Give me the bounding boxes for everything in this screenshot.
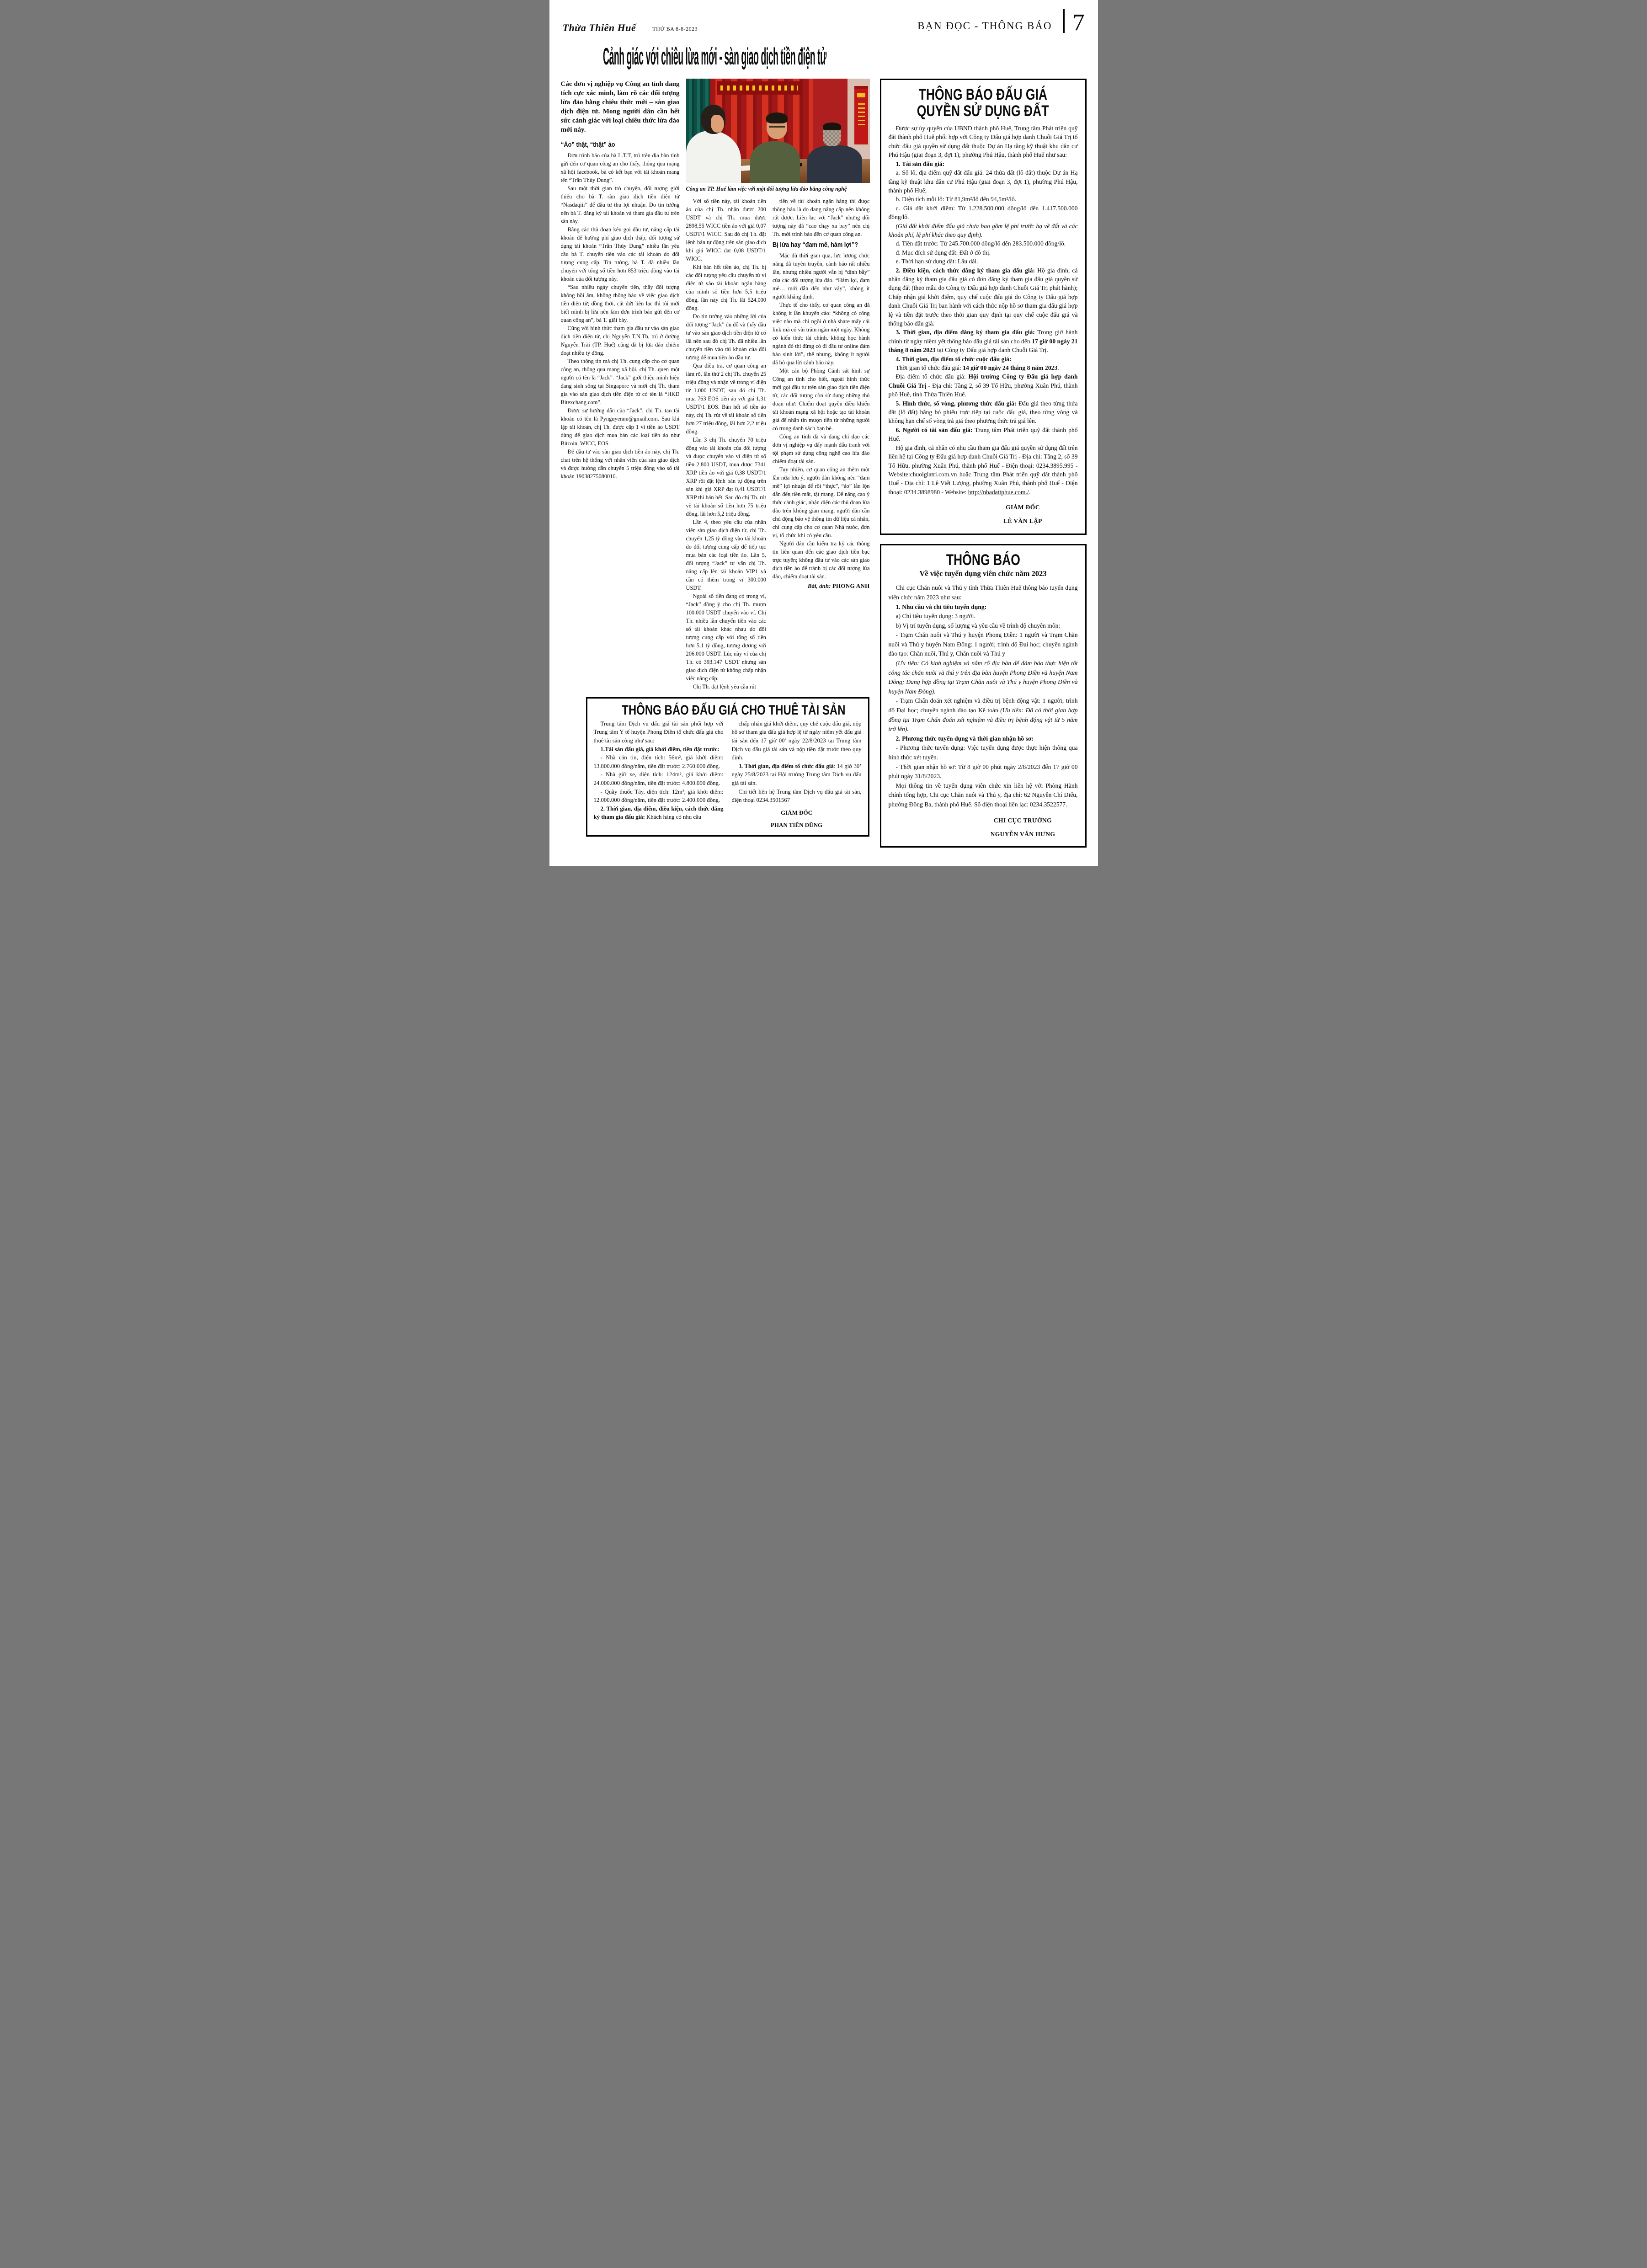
notice-note: (Ưu tiên: Có kinh nghiệm và nắm rõ địa bàn để đảm bảo thực hiện tốt công tác chăn nuôi và thú y trên địa bàn huyện Phong Điền và huyện Nam Đông; Đang hợp đồng tại Trạm Chăn nuôi và Thú y huyện Phong Điền và huyện Nam Đông). <box>888 660 1078 695</box>
article-column-3 <box>773 197 870 691</box>
notice-paragraph: - Thời gian nhận hồ sơ: Từ 8 giờ 00 phút ngày 2/8/2023 đến 17 giờ 00 phút ngày 31/8/2023. <box>888 763 1078 780</box>
notice-heading: 2. Thời gian, địa điểm, điều kiện, cách thức đăng ký tham gia đấu giá: <box>593 805 724 821</box>
notice-paragraph: e. Thời hạn sử dụng đất: Lâu dài. <box>895 258 978 265</box>
police-officer-head <box>767 115 787 139</box>
notice-heading: 1.Tài sản đấu giá, giá khởi điểm, tiền đặt trước: <box>600 746 720 752</box>
article-paragraph: Bằng các thủ đoạn kêu gọi đầu tư, nâng cấp tài khoản để hưởng phí giao dịch thấp, đối tượng sử dụng tài khoản “Trần Thùy Dung” nhiều lần yêu cầu bà T. chuyển tiền vào các tài khoản do đối tượng cung cấp. Tin tưởng, bà T. đã nhiều lần chuyển với tổng số tiền hơn 853 triệu đồng vào tài khoản của đối tượng này. <box>560 226 680 283</box>
article-column-2 <box>686 197 766 691</box>
auction-item: - Quầy thuốc Tây, diện tích: 12m², giá khởi điểm: 12.000.000 đồng/năm, tiền đặt trước: 2.400.000 đồng. <box>593 788 724 804</box>
tet-poster <box>854 86 868 144</box>
article-intro: Các đơn vị nghiệp vụ Công an tỉnh đang tích cực xác minh, làm rõ các đối tượng lừa đảo bằng chiêu thức mới – sàn giao dịch điện tử. Mong người dân cần hết sức cảnh giác với loại chiêu thức lừa đảo mới này. <box>560 80 680 133</box>
website-link: http://nhadattphue.com./ <box>968 488 1029 496</box>
notice-heading: 4. Thời gian, địa điểm tổ chức cuộc đấu giá: <box>895 355 1012 363</box>
signature-block <box>968 504 1077 525</box>
notice-paragraph: c. Giá đất khởi điểm: Từ 1.228.500.000 đồng/lô đến 1.417.500.000 đồng/lô. <box>888 204 1078 221</box>
article-paragraph: Người dân cần kiểm tra kỹ các thông tin liên quan đến các giao dịch tiền bạc trực tuyến; không đầu tư vào các sàn giao dịch tiền ảo để tránh bị các đối tượng lừa đảo, chiếm đoạt tài sản. <box>772 540 870 580</box>
article-paragraph: Lần 4, theo yêu cầu của nhân viên sàn giao dịch điện tử, chị Th. chuyển 1,25 tỷ đồng vào tài khoản do đối tượng cung cấp để tiếp tục mua bán các loại tiền ảo. Lần 5, đối tượng “Jack” tư vấn chị Th. nâng cấp lên tài khoản VIP1 và cần có thêm trong ví 300.000 USDT. <box>686 519 766 591</box>
newspaper-page <box>549 0 1098 866</box>
article-paragraph: Mặc dù thời gian qua, lực lượng chức năng đã tuyên truyền, cảnh báo rất nhiều lần, nhưng nhiều người vẫn bị “dính bẫy” của các đối tượng lừa đảo. “Hám lợi, đam mê… mới dẫn đến như vậy”, không ít người khẳng định. <box>772 252 870 300</box>
article-paragraph: Lần 3 chị Th. chuyển 70 triệu đồng vào tài khoản của đối tượng và được chuyển vào ví điện tử số tiền 2.800 USDT, mua được 7341 XRP tiền ảo với giá 0,38 USDT/1 XRP rồi đặt lệnh bán tự động trên sàn khi giá XRP đạt 0,41 USDT/1 XRP thì bán hết. Sau đó chị Th. rút về tài khoản số tiền hơn 75 triệu đồng, lãi hơn 5,2 triệu đồng. <box>686 437 766 517</box>
signature-role: GIÁM ĐỐC <box>1006 504 1040 511</box>
notice-paragraph: Thời gian tổ chức đấu giá: 14 giờ 00 ngày 24 tháng 8 năm 2023. <box>895 364 1059 372</box>
notice-paragraph: - Trạm Chăn nuôi và Thú y huyện Phong Điền: 1 người và Trạm Chăn nuôi và Thú y huyện Nam Đông: 1 người; trình độ Đại học; chuyên ngành đào tạo: Chăn nuôi, Thú y, Chăn nuôi và Thú y <box>888 631 1078 657</box>
article-paragraph: Cũng với hình thức tham gia đầu tư vào sàn giao dịch tiền điện tử, chị Nguyễn T.N.Th, trú ở đường Nguyễn Trãi (TP. Huế) cũng đã bị lừa đảo chiếm đoạt nhiều tỷ đồng. <box>560 325 680 357</box>
article-paragraph: Thực tế cho thấy, cơ quan công an đã không ít lần khuyến cáo: “không có công việc nào mà chỉ ngồi ở nhà share mấy cái link mà có vài trăm ngàn một ngày. Không có kiến thức tài chính, không học hành ngành đó thì đừng có đi đầu tư online đảm bảo sinh lời”, thế nhưng, không ít người đã bỏ qua lời cảnh báo này. <box>772 302 870 366</box>
article-paragraph: Do tin tưởng vào những lời của đối tượng “Jack” dụ dỗ và thấy đầu tư vào sàn giao dịch tiền điện tử có lãi nên sau đó chị Th. đã nhiều lần chuyển tiền vào tài khoản của đối tượng để mua tiền ảo đầu tư. <box>686 313 766 361</box>
photo-caption: Công an TP. Huế làm việc với một đối tượng lừa đảo bằng công nghệ <box>686 186 847 192</box>
header-divider <box>1063 9 1065 33</box>
recruitment-subtitle: Về việc tuyển dụng viên chức năm 2023 <box>919 569 1047 578</box>
article-paragraph: Ngoài số tiền đang có trong ví, “Jack” đồng ý cho chị Th. mượn 100.000 USDT chuyển vào ví. Chị Th. nhiều lần chuyển tiền vào các số tài khoản khác nhau do đối tượng cung cấp với tổng số tiền hơn 5,1 tỷ đồng, tương đương với 206.000 USDT. Lúc này ví của chị Th. có 393.147 USDT nhưng sàn giao dịch điện tử không chấp nhận việc nâng cấp. <box>686 593 766 682</box>
notice-heading: 2. Phương thức tuyển dụng và thời gian nhận hồ sơ: <box>895 735 1034 742</box>
article-paragraph: Khi bán hết tiền ảo, chị Th. bị các đối tượng yêu cầu chuyển từ ví điện tử vào tài khoản ngân hàng của mình số tiền hơn 5,5 triệu đồng, lần này chị Th. lãi 524.000 đồng. <box>686 264 766 311</box>
byline-label: Bài, ảnh: <box>807 582 831 590</box>
article-headline-wrap <box>603 44 1087 73</box>
byline-name: PHONG ANH <box>832 582 870 590</box>
rent-auction-title: THÔNG BÁO ĐẤU GIÁ CHO THUÊ TÀI SẢN <box>621 703 846 718</box>
notice-heading: 3. Thời gian, địa điểm đăng ký tham gia đấu giá: <box>895 329 1035 336</box>
article-paragraph: Công an tỉnh đã và đang chỉ đạo các đơn vị nghiệp vụ đẩy mạnh đấu tranh với tội phạm sử dụng công nghệ cao lừa đảo chiếm đoạt tài sản. <box>772 433 870 465</box>
notice-paragraph: a. Số lô, địa điểm quỹ đất đấu giá: 24 thửa đất (lô đất) thuộc Dự án Hạ tầng kỹ thuật khu dân cư Phú Hậu (giai đoạn 3, đợt 1), phường Phú Hậu, thành phố Huế; <box>888 169 1078 194</box>
notice-paragraph: Hộ gia đình, cá nhân có nhu cầu tham gia đấu giá quyền sử dụng đất trên liên hệ tại Công ty Đấu giá hợp danh Chuỗi Giá Trị - Địa chỉ: Tầng 2, số 39 Tố Hữu, phường Xuân Phú, thành phố Huế - Điện thoại: 0234.3895.995 - Website:chuoigiatri.com.vn hoặc Trung tâm Phát triển quỹ đất thành phố Huế - Địa chỉ: 1 Lê Viết Lượng, phường Xuân Phú, thành phố Huế - Điện thoại: 0234.3898980 - Website: http://nhadattphue.com./. <box>888 444 1078 496</box>
signature-role: CHI CỤC TRƯỞNG <box>993 816 1052 824</box>
land-auction-box <box>880 79 1087 535</box>
signature-name: NGUYỄN VĂN HƯNG <box>990 830 1055 838</box>
notice-paragraph: - Trạm Chẩn đoán xét nghiệm và điều trị bệnh động vật: 1 người; trình độ Đại học; chuyên ngành đào tạo Kế toán (Ưu tiên: Đã có thời gian hợp đồng tại Trạm Chẩn đoán xét nghiệm và điều trị bệnh động vật từ 5 năm trở lên). <box>888 697 1078 733</box>
suspect-blurred-face <box>823 124 841 146</box>
article-paragraph: Được sự hướng dẫn của “Jack”, chị Th. tạo tài khoản có tên là Pynguyennn@gmail.com. Sau khi lập tài khoản, chị Th. được cấp 1 ví tiền ảo USDT dùng để giao dịch mua bán các loại tiền ảo như Bitcoin, WICC, EOS. <box>560 407 680 447</box>
byline <box>773 582 870 590</box>
signature-block <box>732 809 862 829</box>
article-column-1 <box>561 79 680 691</box>
notice-strong: Hội trường Công ty Đấu giá hợp danh Chuỗi Giá Trị <box>888 373 1078 389</box>
notice-heading: 6. Người có tài sản đấu giá: <box>895 426 973 433</box>
notice-paragraph: d. Tiền đặt trước: Từ 245.700.000 đồng/lô đến 283.500.000 đồng/lô. <box>895 240 1066 247</box>
notice-paragraph: 6. Người có tài sản đấu giá: Trung tâm Phát triển quỹ đất thành phố Huế. <box>888 426 1078 443</box>
signature-name: LÊ VĂN LẬP <box>1003 518 1042 525</box>
notice-paragraph: đ. Mục đích sử dụng đất: Đất ở đô thị. <box>895 249 991 256</box>
notice-strong: 17 giờ 00 ngày 21 tháng 8 năm 2023 <box>888 337 1078 354</box>
article-paragraph: “Sau nhiều ngày chuyển tiền, thấy đối tượng không hồi âm, không thông báo về việc giao dịch tiền điện tử; đồng thời, cắt đứt liên lạc thì tôi mới biết mình bị lừa nên làm đơn trình báo gửi đến cơ quan công an”, bà T. giãi bày. <box>560 284 680 324</box>
article-zone <box>561 79 870 848</box>
section-title: BẠN ĐỌC - THÔNG BÁO <box>917 20 1052 32</box>
notice-paragraph: 2. Thời gian, địa điểm, điều kiện, cách thức đăng ký tham gia đấu giá: Khách hàng có nhu cầu <box>593 805 724 821</box>
notice-paragraph: 3. Thời gian, địa điểm tổ chức đấu giá: 14 giờ 30’ ngày 25/8/2023 tại Hội trường Trung tâm Dịch vụ đấu giá tài sản. <box>731 763 862 786</box>
signature-name: PHAN TIẾN DŨNG <box>770 822 823 829</box>
notice-paragraph: 2. Điều kiện, cách thức đăng ký tham gia đấu giá: Hộ gia đình, cá nhân đăng ký tham gia đấu giá có đơn đăng ký tham gia đấu giá quyền sử dụng đất (theo mẫu do Công ty Đấu giá hợp danh Chuỗi Giá Trị phát hành); Chấp nhận giá khởi điểm, quy chế cuộc đấu giá do Công ty Đấu giá hợp danh Chuỗi Giá Trị ban hành với cách thức nộp hồ sơ tham gia đấu giá hợp lệ và tiền đặt trước theo thời gian quy định tại quy chế cuộc đấu giá và thông báo đấu giá. <box>888 267 1078 327</box>
notice-paragraph: chấp nhận giá khởi điểm, quy chế cuộc đấu giá, nộp hồ sơ tham gia đấu giá hợp lệ từ ngày niêm yết đấu giá tài sản đến 17 giờ 00’ ngày 22/8/2023 tại Trung tâm Dịch vụ đấu giá tài sản và nộp tiền đặt trước theo quy định. <box>731 720 862 761</box>
newspaper-brand: Thừa Thiên Huế <box>562 22 636 33</box>
notice-paragraph: 3. Thời gian, địa điểm đăng ký tham gia đấu giá: Trong giờ hành chính từ ngày niêm yết thông báo đấu giá tài sản cho đến 17 giờ 00 ngày 21 tháng 8 năm 2023 tại Công ty Đấu giá hợp danh Chuỗi Giá Trị. <box>888 329 1078 354</box>
man-white-shirt-head <box>701 105 725 134</box>
police-officer <box>750 141 800 183</box>
auction-item: - Nhà giữ xe, diện tích: 124m², giá khởi điểm: 24.000.000 đồng/năm, tiền đặt trước: 4.800.000 đồng. <box>593 771 724 786</box>
land-auction-title-line2: QUYỀN SỬ DỤNG ĐẤT <box>917 102 1049 120</box>
article-paragraph: Theo thông tin mà chị Th. cung cấp cho cơ quan công an, thông qua mạng xã hội, chị Th. quen một người có tên là “Jack”. “Jack” giới thiệu mình hiện đang sinh sống tại Singapore và mời chị Th. tham gia vào sàn giao dịch tiền điện tử có tên là “HKD Bitexchang.com”. <box>560 358 680 406</box>
article-subhead-2: Bị lừa hay “đam mê, hám lợi”? <box>772 241 858 249</box>
suspect <box>807 145 863 183</box>
land-auction-title-line1: THÔNG BÁO ĐẤU GIÁ <box>918 86 1048 103</box>
signature-role: GIÁM ĐỐC <box>781 809 812 816</box>
notice-paragraph: a) Chỉ tiêu tuyển dụng: 3 người. <box>895 613 975 620</box>
rent-auction-col-1 <box>594 720 724 829</box>
article-paragraph: tiền về tài khoản ngân hàng thì được thông báo là do đang nâng cấp nên không rút được. Liên lạc với “Jack” nhưng đối tượng này đã “cao chạy xa bay” nên chị Th. mới trình báo đến cơ quan công an. <box>772 198 870 237</box>
notice-strong: 14 giờ 00 ngày 24 tháng 8 năm 2023 <box>963 364 1058 372</box>
notice-paragraph: Được sự ủy quyền của UBND thành phố Huế, Trung tâm Phát triển quỹ đất thành phố Huế phối hợp với Công ty Đấu giá hợp danh Chuỗi Giá Trị tổ chức đấu giá quyền sử dụng đất thuộc Dự án Hạ tầng kỹ thuật khu dân cư Phú Hậu (giai đoạn 3, đợt 1), phường Phú Hậu, thành phố Huế như sau: <box>888 125 1078 159</box>
notice-paragraph: b) Vị trí tuyển dụng, số lượng và yêu cầu về trình độ chuyên môn: <box>895 622 1061 629</box>
notice-paragraph: 5. Hình thức, số vòng, phương thức đấu giá: Đấu giá theo từng thửa đất (lô đất) bằng bỏ phiếu trực tiếp tại cuộc đấu giá, theo từng vòng và không hạn chế số vòng trả giá theo phương thức trả giá lên. <box>888 400 1078 425</box>
rent-auction-col-2 <box>732 720 862 829</box>
signature-block <box>968 817 1077 838</box>
notice-paragraph: Chi tiết liên hệ Trung tâm Dịch vụ đấu giá tài sản, điện thoại 0234.3501567 <box>731 788 862 804</box>
issue-date: THỨ BA 8-8-2023 <box>652 26 698 32</box>
notice-heading: 2. Điều kiện, cách thức đăng ký tham gia đấu giá: <box>895 267 1035 274</box>
article-paragraph: Đơn trình báo của bà L.T.T, trú trên địa bàn tỉnh gửi đến cơ quan công an cho thấy, thông qua mạng xã hội facebook, bà có kết bạn với tài khoản mang tên “Trần Thùy Dung”. <box>560 152 680 184</box>
notice-paragraph: b. Diện tích mỗi lô: Từ 81,9m²/lô đến 94,5m²/lô. <box>895 196 1017 203</box>
red-banner <box>717 81 802 95</box>
notice-paragraph: - Phương thức tuyển dụng: Việc tuyển dụng được thực hiện thông qua hình thức xét tuyển. <box>888 744 1078 761</box>
article-paragraph: Chị Th. đặt lệnh yêu cầu rút <box>693 683 756 690</box>
notice-heading: 1. Tài sản đấu giá: <box>895 160 945 167</box>
article-headline: Cảnh giác với chiêu lừa mới - sàn giao dịch tiền điện tử <box>602 43 826 70</box>
article-photo <box>686 79 870 183</box>
notice-paragraph: Địa điểm tổ chức đấu giá: Hội trường Công ty Đấu giá hợp danh Chuỗi Giá Trị - Địa chỉ: Tầng 2, số 39 Tố Hữu, phường Xuân Phú, thành phố Huế, tỉnh Thừa Thiên Huế. <box>888 373 1078 398</box>
notice-paragraph: Trung tâm Dịch vụ đấu giá tài sản phối hợp với Trung tâm Y tế huyện Phong Điền tổ chức đấu giá cho thuê tài sản công như sau: <box>593 720 724 744</box>
recruitment-title: THÔNG BÁO <box>946 551 1020 569</box>
article-paragraph: Sau một thời gian trò chuyện, đối tượng giới thiệu cho bà T. sàn giao dịch tiền điện tử “Nasdaqiii” để đầu tư thu lợi nhuận. Do tin tưởng nên bà T. đăng ký tài khoản và tham gia đầu tư trên sàn này. <box>560 185 680 225</box>
notice-heading: 3. Thời gian, địa điểm tổ chức đấu giá <box>738 763 834 769</box>
article-subhead-1: “Ảo” thật, “thật” ảo <box>560 141 615 149</box>
article-paragraph: Để đầu tư vào sàn giao dịch tiền ảo này, chị Th. chat trên hệ thống với nhân viên của sàn giao dịch và được hướng dẫn chuyển 5 triệu đồng vào số tài khoản 19038275080010. <box>560 448 680 480</box>
article-paragraph: Với số tiền này, tài khoản tiền ảo của chị Th. nhận được 200 USDT và chị Th. mua được 2898,55 WICC tiền ảo với giá 0,07 USDT/1 WICC. Sau đó chị Th. đặt lệnh bán tự động trên sàn giao dịch khi giá WICC đạt 0,08 USDT/1 WICC. <box>686 198 766 262</box>
rent-auction-box <box>586 697 869 837</box>
page-number: 7 <box>1072 9 1085 36</box>
page-header <box>561 6 1087 34</box>
notice-paragraph: Chi cục Chăn nuôi và Thú y tỉnh Thừa Thiên Huế thông báo tuyển dụng viên chức năm 2023 như sau: <box>888 584 1078 601</box>
notice-heading: 5. Hình thức, số vòng, phương thức đấu giá: <box>895 400 1017 407</box>
auction-item: - Nhà căn tin, diện tích: 56m², giá khởi điểm: 13.800.000 đồng/năm, tiền đặt trước: 2.760.000 đồng. <box>593 754 724 769</box>
notice-heading: 1. Nhu cầu và chỉ tiêu tuyển dụng: <box>895 603 987 610</box>
article-paragraph: Một cán bộ Phòng Cảnh sát hình sự Công an tỉnh cho biết, ngoài hình thức mời gọi đầu tư trên sàn giao dịch tiền điện tử, các đối tượng còn sử dụng những thủ đoạn như: Chiếm đoạt quyền điều khiển tài khoản mạng xã hội hoặc tạo tài khoản giả để nhắn tin mượn tiền từ những người có trong danh sách bạn bè. <box>772 368 870 432</box>
recruitment-box <box>880 544 1087 848</box>
article-paragraph: Tuy nhiên, cơ quan công an thêm một lần nữa lưu ý, người dân không nên “đam mê” lợi nhuận để rồi “thực”, “ảo” lẫn lộn dẫn đến tiền mất, tật mang. Để nâng cao ý thức cảnh giác, nhận diện các thủ đoạn lừa đảo trên không gian mạng, người dân cần chủ động bảo vệ thông tin dữ liệu cá nhân, chỉ cung cấp cho cơ quan Nhà nước, đơn vị, tổ chức khi có yêu cầu. <box>772 466 870 539</box>
notice-note: (Giá đất khởi điểm đấu giá chưa bao gồm lệ phí trước bạ về đất và các khoản phí, lệ phí khác theo quy định). <box>888 222 1078 238</box>
notice-paragraph: Mọi thông tin về tuyển dụng viên chức xin liên hệ với Phòng Hành chính tổng hợp, Chi cục Chăn nuôi và Thú y, địa chỉ: 62 Nguyễn Chí Diểu, phường Đông Ba, thành phố Huế. Số điện thoại liên lạc: 0234.3522577. <box>888 782 1078 808</box>
article-paragraph: Qua điều tra, cơ quan công an làm rõ, lần thứ 2 chị Th. chuyển 25 triệu đồng và nhận về trong ví điện tử 1.000 USDT, sau đó chị Th. mua 763 EOS tiền ảo với giá 1,31 USDT/1 EOS. Bán hết số tiền ảo này, chị Th. rút về tài khoản số tiền hơn 27 triệu đồng, lãi hơn 2,2 triệu đồng. <box>686 363 766 435</box>
